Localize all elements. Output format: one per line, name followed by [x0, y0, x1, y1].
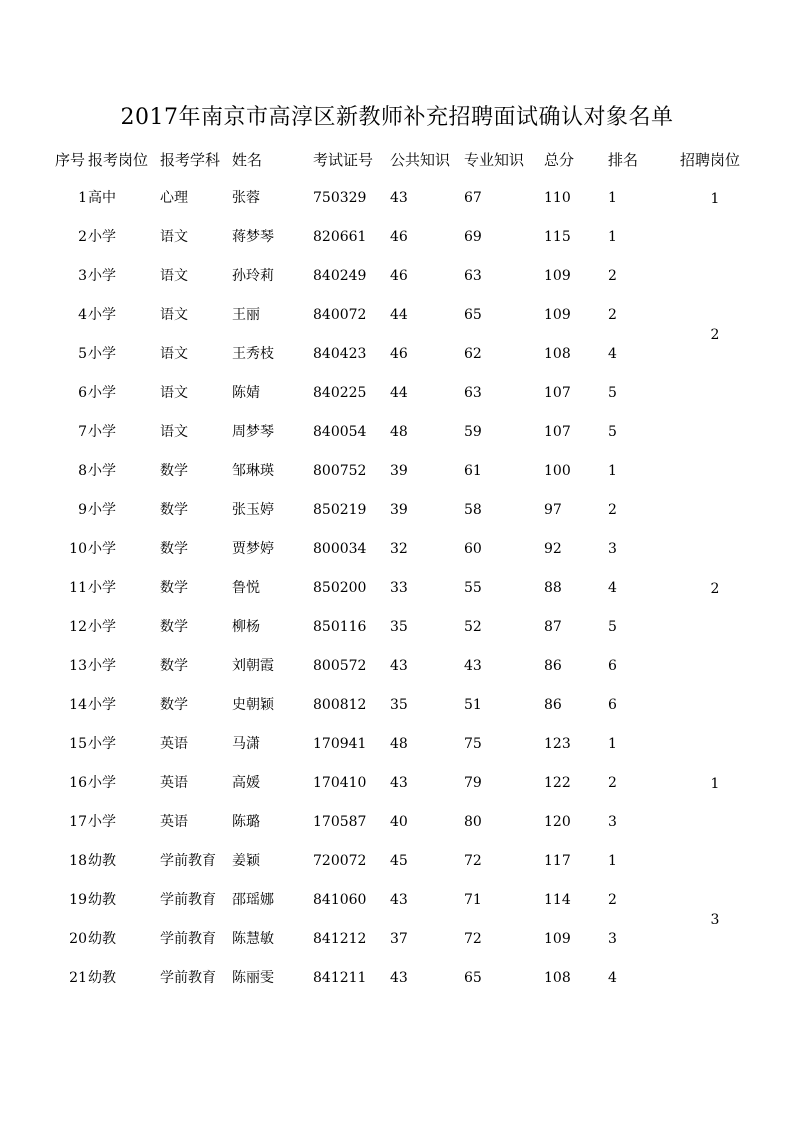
cell-subject: 学前教育: [160, 853, 216, 869]
cell-total: 115: [544, 229, 571, 245]
cell-rank: 1: [608, 736, 617, 752]
cell-no: 19: [69, 892, 87, 908]
cell-professional-knowledge: 71: [464, 892, 482, 908]
cell-public-knowledge: 32: [390, 541, 408, 557]
cell-professional-knowledge: 65: [464, 307, 482, 323]
table-row: [0, 686, 794, 725]
cell-name: 邹琳瑛: [232, 463, 274, 479]
cell-public-knowledge: 43: [390, 970, 408, 986]
cell-total: 86: [544, 658, 562, 674]
cell-position: 幼教: [88, 892, 116, 908]
cell-position: 高中: [88, 190, 116, 206]
cell-total: 109: [544, 268, 571, 284]
cell-exam-id: 720072: [313, 853, 367, 869]
cell-name: 邵瑶娜: [232, 892, 274, 908]
cell-subject: 心理: [160, 190, 188, 206]
table-row: [0, 218, 794, 257]
table-row: [0, 530, 794, 569]
cell-name: 高媛: [232, 775, 260, 791]
cell-rank: 5: [608, 619, 617, 635]
header-total: 总分: [544, 151, 575, 169]
cell-name: 周梦琴: [232, 424, 274, 440]
cell-exam-id: 841060: [313, 892, 367, 908]
cell-subject: 数学: [160, 463, 188, 479]
cell-no: 11: [69, 580, 87, 596]
header-public-knowledge: 公共知识: [390, 151, 451, 169]
cell-exam-id: 170587: [313, 814, 367, 830]
cell-no: 4: [78, 307, 87, 323]
cell-no: 16: [69, 775, 87, 791]
quota-value: 1: [710, 190, 720, 207]
cell-name: 陈璐: [232, 814, 260, 830]
cell-public-knowledge: 35: [390, 619, 408, 635]
cell-professional-knowledge: 69: [464, 229, 482, 245]
cell-no: 9: [78, 502, 87, 518]
cell-professional-knowledge: 72: [464, 853, 482, 869]
cell-position: 幼教: [88, 853, 116, 869]
cell-position: 小学: [88, 268, 116, 284]
cell-no: 21: [69, 970, 87, 986]
cell-professional-knowledge: 75: [464, 736, 482, 752]
cell-total: 107: [544, 385, 571, 401]
cell-exam-id: 850200: [313, 580, 367, 596]
cell-rank: 1: [608, 853, 617, 869]
cell-public-knowledge: 43: [390, 892, 408, 908]
cell-subject: 数学: [160, 580, 188, 596]
cell-subject: 语文: [160, 229, 188, 245]
cell-rank: 1: [608, 190, 617, 206]
cell-total: 109: [544, 931, 571, 947]
cell-name: 马潇: [232, 736, 260, 752]
cell-rank: 1: [608, 463, 617, 479]
cell-public-knowledge: 48: [390, 424, 408, 440]
cell-position: 小学: [88, 697, 116, 713]
cell-rank: 5: [608, 424, 617, 440]
cell-professional-knowledge: 43: [464, 658, 482, 674]
cell-public-knowledge: 44: [390, 385, 408, 401]
table-row: [0, 647, 794, 686]
cell-no: 2: [78, 229, 87, 245]
cell-total: 114: [544, 892, 571, 908]
cell-position: 小学: [88, 229, 116, 245]
cell-rank: 2: [608, 502, 617, 518]
table-row: [0, 803, 794, 842]
cell-professional-knowledge: 63: [464, 268, 482, 284]
cell-total: 92: [544, 541, 562, 557]
cell-no: 13: [69, 658, 87, 674]
cell-subject: 数学: [160, 502, 188, 518]
cell-exam-id: 820661: [313, 229, 367, 245]
cell-name: 孙玲莉: [232, 268, 274, 284]
cell-no: 17: [69, 814, 87, 830]
cell-professional-knowledge: 80: [464, 814, 482, 830]
cell-total: 110: [544, 190, 571, 206]
cell-position: 小学: [88, 658, 116, 674]
cell-position: 小学: [88, 346, 116, 362]
cell-professional-knowledge: 72: [464, 931, 482, 947]
cell-rank: 3: [608, 541, 617, 557]
table-row: [0, 842, 794, 881]
cell-position: 小学: [88, 502, 116, 518]
cell-exam-id: 750329: [313, 190, 367, 206]
cell-exam-id: 170941: [313, 736, 367, 752]
cell-public-knowledge: 33: [390, 580, 408, 596]
cell-professional-knowledge: 52: [464, 619, 482, 635]
cell-public-knowledge: 43: [390, 658, 408, 674]
cell-subject: 学前教育: [160, 892, 216, 908]
table-row: [0, 374, 794, 413]
table-row: [0, 257, 794, 296]
cell-no: 15: [69, 736, 87, 752]
cell-public-knowledge: 45: [390, 853, 408, 869]
table-row: [0, 452, 794, 491]
cell-public-knowledge: 43: [390, 775, 408, 791]
cell-no: 1: [78, 190, 87, 206]
cell-position: 幼教: [88, 970, 116, 986]
cell-total: 97: [544, 502, 562, 518]
cell-name: 史朝颖: [232, 697, 274, 713]
cell-subject: 语文: [160, 346, 188, 362]
cell-professional-knowledge: 51: [464, 697, 482, 713]
cell-subject: 学前教育: [160, 970, 216, 986]
table-row: [0, 335, 794, 374]
cell-public-knowledge: 37: [390, 931, 408, 947]
cell-no: 6: [78, 385, 87, 401]
cell-total: 86: [544, 697, 562, 713]
cell-total: 87: [544, 619, 562, 635]
cell-exam-id: 850116: [313, 619, 367, 635]
cell-public-knowledge: 46: [390, 346, 408, 362]
cell-rank: 1: [608, 229, 617, 245]
cell-name: 陈婧: [232, 385, 260, 401]
cell-exam-id: 840054: [313, 424, 367, 440]
cell-subject: 语文: [160, 385, 188, 401]
cell-name: 王丽: [232, 307, 260, 323]
cell-name: 姜颖: [232, 853, 260, 869]
cell-position: 小学: [88, 814, 116, 830]
cell-no: 14: [69, 697, 87, 713]
cell-public-knowledge: 46: [390, 268, 408, 284]
cell-public-knowledge: 39: [390, 502, 408, 518]
cell-total: 109: [544, 307, 571, 323]
cell-subject: 英语: [160, 775, 188, 791]
cell-professional-knowledge: 65: [464, 970, 482, 986]
cell-position: 小学: [88, 541, 116, 557]
cell-professional-knowledge: 62: [464, 346, 482, 362]
cell-name: 王秀枝: [232, 346, 274, 362]
table-row: [0, 569, 794, 608]
quota-value: 2: [710, 327, 720, 343]
cell-rank: 2: [608, 268, 617, 284]
cell-rank: 3: [608, 931, 617, 947]
cell-rank: 5: [608, 385, 617, 401]
cell-position: 小学: [88, 424, 116, 440]
cell-name: 蒋梦琴: [232, 229, 274, 245]
cell-rank: 4: [608, 580, 617, 596]
cell-no: 5: [78, 346, 87, 362]
cell-position: 小学: [88, 385, 116, 401]
table-row: [0, 296, 794, 335]
cell-rank: 6: [608, 658, 617, 674]
cell-exam-id: 170410: [313, 775, 367, 791]
cell-professional-knowledge: 67: [464, 190, 482, 206]
cell-professional-knowledge: 55: [464, 580, 482, 596]
cell-exam-id: 850219: [313, 502, 367, 518]
cell-total: 88: [544, 580, 562, 596]
header-quota: 招聘岗位: [680, 151, 741, 169]
cell-professional-knowledge: 61: [464, 463, 482, 479]
cell-subject: 语文: [160, 424, 188, 440]
cell-position: 小学: [88, 580, 116, 596]
cell-name: 鲁悦: [232, 580, 260, 596]
cell-public-knowledge: 39: [390, 463, 408, 479]
cell-no: 20: [69, 931, 87, 947]
cell-professional-knowledge: 58: [464, 502, 482, 518]
cell-subject: 数学: [160, 541, 188, 557]
cell-subject: 语文: [160, 307, 188, 323]
cell-subject: 数学: [160, 619, 188, 635]
cell-public-knowledge: 35: [390, 697, 408, 713]
cell-subject: 语文: [160, 268, 188, 284]
table-row: [0, 959, 794, 998]
cell-subject: 学前教育: [160, 931, 216, 947]
cell-position: 小学: [88, 775, 116, 791]
table-row: [0, 725, 794, 764]
cell-total: 123: [544, 736, 571, 752]
cell-subject: 英语: [160, 814, 188, 830]
cell-total: 108: [544, 970, 571, 986]
cell-public-knowledge: 46: [390, 229, 408, 245]
cell-subject: 数学: [160, 697, 188, 713]
quota-value: 1: [710, 775, 720, 792]
cell-rank: 2: [608, 892, 617, 908]
header-rank: 排名: [608, 151, 639, 169]
cell-total: 100: [544, 463, 571, 479]
cell-exam-id: 840423: [313, 346, 367, 362]
cell-exam-id: 800034: [313, 541, 367, 557]
cell-name: 张玉婷: [232, 502, 274, 518]
cell-no: 3: [78, 268, 87, 284]
cell-subject: 数学: [160, 658, 188, 674]
cell-no: 8: [78, 463, 87, 479]
cell-name: 张蓉: [232, 190, 260, 206]
cell-name: 贾梦婷: [232, 541, 274, 557]
cell-rank: 2: [608, 307, 617, 323]
cell-position: 小学: [88, 307, 116, 323]
table-row: [0, 608, 794, 647]
cell-public-knowledge: 40: [390, 814, 408, 830]
header-name: 姓名: [232, 151, 263, 169]
table-row: [0, 179, 794, 218]
cell-professional-knowledge: 79: [464, 775, 482, 791]
cell-rank: 6: [608, 697, 617, 713]
cell-name: 陈丽雯: [232, 970, 274, 986]
cell-name: 陈慧敏: [232, 931, 274, 947]
cell-position: 幼教: [88, 931, 116, 947]
cell-exam-id: 800812: [313, 697, 367, 713]
page-title: 2017年南京市高淳区新教师补充招聘面试确认对象名单: [120, 105, 674, 130]
cell-position: 小学: [88, 619, 116, 635]
cell-total: 117: [544, 853, 571, 869]
cell-total: 107: [544, 424, 571, 440]
cell-exam-id: 840225: [313, 385, 367, 401]
header-position: 报考岗位: [88, 151, 149, 169]
cell-rank: 4: [608, 970, 617, 986]
cell-rank: 4: [608, 346, 617, 362]
quota-value: 3: [710, 912, 720, 928]
cell-exam-id: 841211: [313, 970, 367, 986]
table-row: [0, 881, 794, 920]
cell-exam-id: 840072: [313, 307, 367, 323]
header-no: 序号: [55, 151, 86, 169]
cell-public-knowledge: 43: [390, 190, 408, 206]
table-row: [0, 920, 794, 959]
table-row: [0, 491, 794, 530]
cell-professional-knowledge: 59: [464, 424, 482, 440]
table-row: [0, 764, 794, 803]
cell-total: 120: [544, 814, 571, 830]
header-professional-knowledge: 专业知识: [464, 151, 525, 169]
cell-position: 小学: [88, 736, 116, 752]
cell-no: 7: [78, 424, 87, 440]
cell-professional-knowledge: 60: [464, 541, 482, 557]
table-row: [0, 413, 794, 452]
cell-professional-knowledge: 63: [464, 385, 482, 401]
cell-exam-id: 800572: [313, 658, 367, 674]
cell-exam-id: 841212: [313, 931, 367, 947]
quota-value: 2: [710, 580, 720, 597]
cell-public-knowledge: 48: [390, 736, 408, 752]
cell-no: 10: [69, 541, 87, 557]
cell-position: 小学: [88, 463, 116, 479]
cell-exam-id: 800752: [313, 463, 367, 479]
cell-name: 柳杨: [232, 619, 260, 635]
cell-no: 12: [69, 619, 87, 635]
cell-rank: 3: [608, 814, 617, 830]
cell-subject: 英语: [160, 736, 188, 752]
cell-public-knowledge: 44: [390, 307, 408, 323]
cell-total: 122: [544, 775, 571, 791]
header-subject: 报考学科: [160, 151, 221, 169]
cell-name: 刘朝霞: [232, 658, 274, 674]
cell-exam-id: 840249: [313, 268, 367, 284]
cell-rank: 2: [608, 775, 617, 791]
cell-total: 108: [544, 346, 571, 362]
cell-no: 18: [69, 853, 87, 869]
header-exam-id: 考试证号: [313, 151, 374, 169]
